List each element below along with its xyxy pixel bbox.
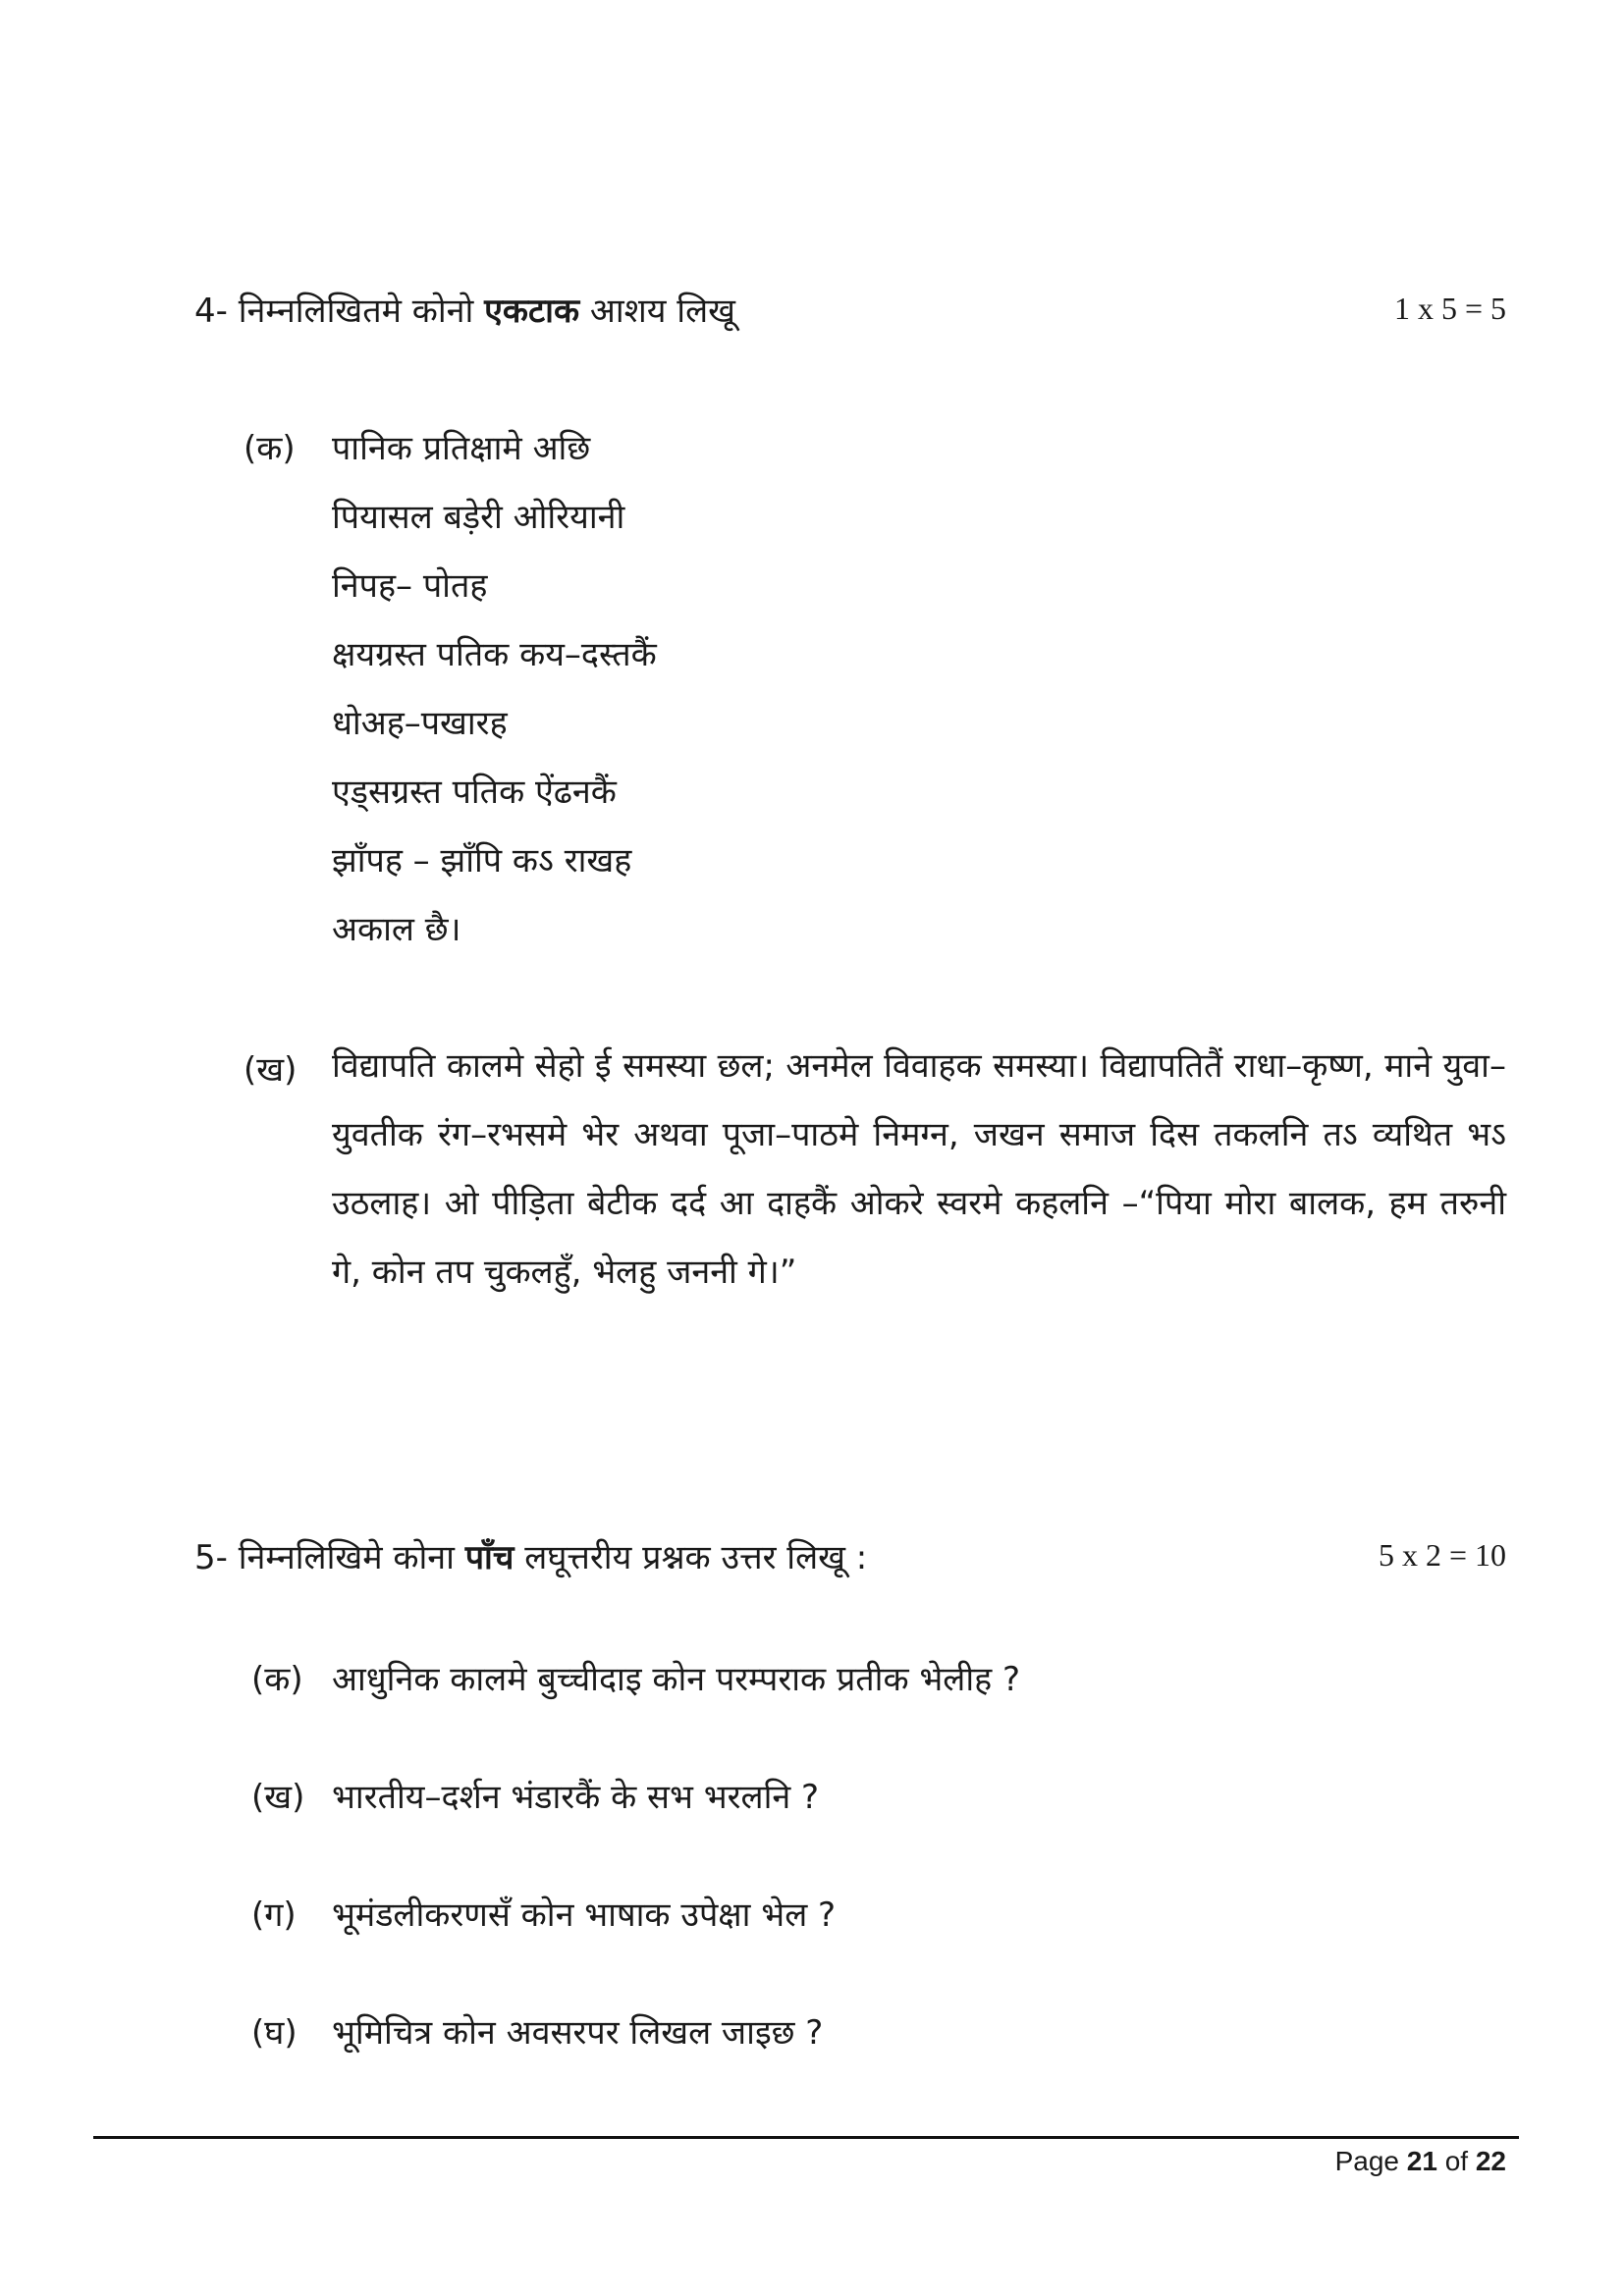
poem-line: धोअह–पखारह [332,704,508,743]
q5-item-label: (क) [251,1660,303,1699]
question-4-suffix: आशय लिखू [579,292,735,331]
question-4-marks: 1 x 5 = 5 [1393,291,1506,326]
q5-item-text: भूमिचित्र कोन अवसरपर लिखल जाइछ ? [332,2013,824,2053]
q5-item-gha [251,2008,823,2054]
q5-item-label: (ख) [251,1778,305,1817]
poem-line: क्षयग्रस्त पतिक कय–दस्तकैं [332,635,657,674]
question-5-heading [194,1533,867,1578]
page-total: 22 [1475,2146,1506,2176]
question-5-suffix: लघूत्तरीय प्रश्नक उत्तर लिखू : [514,1538,868,1577]
poem-line: पानिक प्रतिक्षामे अछि [332,429,591,468]
poem-line: पियासल बड़ेरी ओरियानी [332,498,625,537]
question-5-bold: पाँच [464,1538,514,1577]
q4-kha-label: (ख) [244,1050,298,1090]
q5-item-label: (ग) [251,1896,297,1935]
poem-line: झाँपह – झाँपि कऽ राखह [332,841,632,881]
poem-line: एड्सग्रस्त पतिक ऐंढनकैं [332,773,617,812]
page-current: 21 [1406,2146,1437,2176]
page-of-word: of [1436,2146,1476,2176]
q5-item-ka [251,1655,1020,1700]
question-5-prefix: 5- निम्नलिखिमे कोना [194,1538,465,1577]
q4-ka-label: (क) [244,429,296,468]
q5-item-text: आधुनिक कालमे बुच्चीदाइ कोन परम्पराक प्रतीक भेलीह ? [332,1660,1021,1699]
question-4-heading [194,287,735,332]
question-5-marks: 5 x 2 = 10 [1378,1537,1506,1573]
poem-line: निपह– पोतह [332,566,488,606]
q5-item-text: भूमंडलीकरणसँ कोन भाषाक उपेक्षा भेल ? [332,1896,837,1935]
q5-item-ga [251,1891,836,1936]
poem-line: अकाल छै। [332,910,461,949]
page-number [1335,2146,1506,2177]
q4-kha-paragraph: विद्यापति कालमे सेहो ई समस्या छल; अनमेल विवाहक समस्या। विद्यापतितैं राधा–कृष्ण, माने युवा–युवतीक रंग–रभसमे भेर अथवा पूजा–पाठमे निमग्न, जखन समाज दिस तकलनि तऽ व्यथित भऽ उठलाह। ओ पीड़िता बेटीक दर्द आ दाहकैं ओकरे स्वरमे कहलनि –“पिया मोरा बालक, हम तरुनी गे, कोन तप चुकलहुँ, भेलहु जननी गे।” [332,1046,1506,1292]
question-4-prefix: 4- निम्नलिखितमे कोनो [194,292,485,331]
footer-rule [93,2136,1519,2139]
q5-item-text: भारतीय–दर्शन भंडारकैं के सभ भरलनि ? [332,1778,820,1817]
question-4-bold: एकटाक [484,292,580,331]
q5-item-label: (घ) [251,2013,298,2053]
page-word: Page [1334,2146,1407,2176]
q5-item-kha [251,1773,819,1818]
